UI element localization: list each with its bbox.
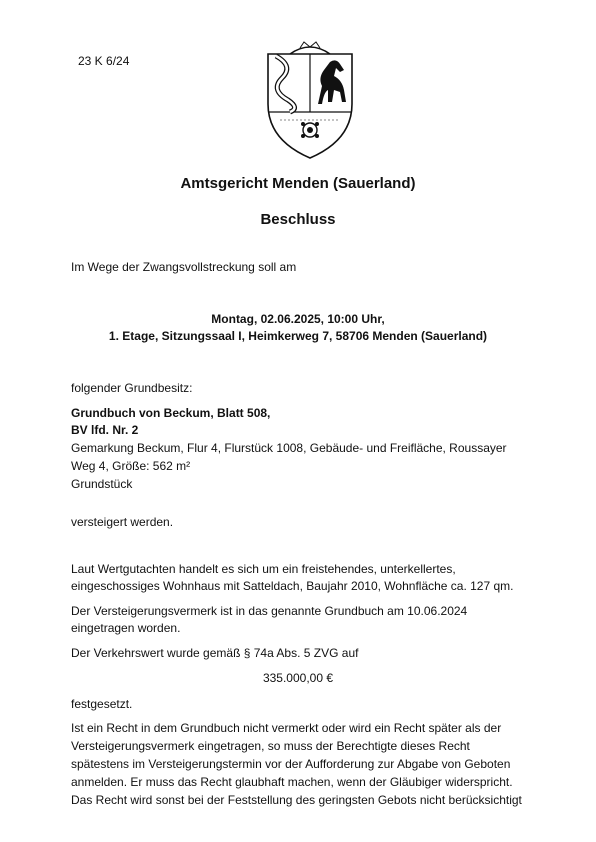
festgesetzt-line: festgesetzt. (71, 697, 133, 711)
recht-line-5: Das Recht wird sonst bei der Feststellung des geringsten Gebots nicht berücksichtigt (71, 793, 522, 807)
auction-date: Montag, 02.06.2025, 10:00 Uhr, (211, 312, 385, 326)
recht-line-1: Ist ein Recht in dem Grundbuch nicht vermerkt oder wird ein Recht später als der (71, 721, 502, 735)
recht-line-4: anmelden. Er muss das Recht glaubhaft machen, wenn der Gläubiger widerspricht. (71, 775, 513, 789)
grundbuch-line: Grundbuch von Beckum, Blatt 508, (71, 406, 271, 420)
verkehrswert-amount: 335.000,00 € (262, 671, 334, 685)
gutachten-line-2: eingeschossiges Wohnhaus mit Satteldach, Baujahr 2010, Wohnfläche ca. 127 qm. (71, 579, 514, 593)
recht-line-3: spätestens im Versteigerungstermin vor der Aufforderung zur Abgabe von Geboten (71, 757, 511, 771)
vermerk-line-1: Der Versteigerungsvermerk ist in das genannte Grundbuch am 10.06.2024 (71, 604, 468, 618)
gemarkung-line-1: Gemarkung Beckum, Flur 4, Flurstück 1008, Gebäude- und Freifläche, Roussayer (71, 441, 507, 455)
gemarkung-line-2: Weg 4, Größe: 562 m² (71, 459, 191, 473)
property-intro: folgender Grundbesitz: (71, 381, 193, 395)
document-title: Beschluss (260, 211, 336, 228)
grundstueck-line: Grundstück (71, 477, 133, 491)
auction-location: 1. Etage, Sitzungssaal I, Heimkerweg 7, 58706 Menden (Sauerland) (108, 329, 488, 343)
versteigert-line: versteigert werden. (71, 515, 174, 529)
recht-line-2: Versteigerungsvermerk eingetragen, so muss der Berechtigte dieses Recht (71, 739, 470, 753)
gutachten-line-1: Laut Wertgutachten handelt es sich um ein freistehendes, unterkellertes, (71, 562, 456, 576)
coat-of-arms-icon (260, 40, 360, 162)
verkehrswert-intro: Der Verkehrswert wurde gemäß § 74a Abs. 5 ZVG auf (71, 646, 359, 660)
bv-line: BV lfd. Nr. 2 (71, 423, 139, 437)
case-number: 23 K 6/24 (78, 54, 130, 68)
intro-text: Im Wege der Zwangsvollstreckung soll am (71, 260, 297, 274)
court-name: Amtsgericht Menden (Sauerland) (180, 175, 416, 192)
vermerk-line-2: eingetragen worden. (71, 621, 181, 635)
